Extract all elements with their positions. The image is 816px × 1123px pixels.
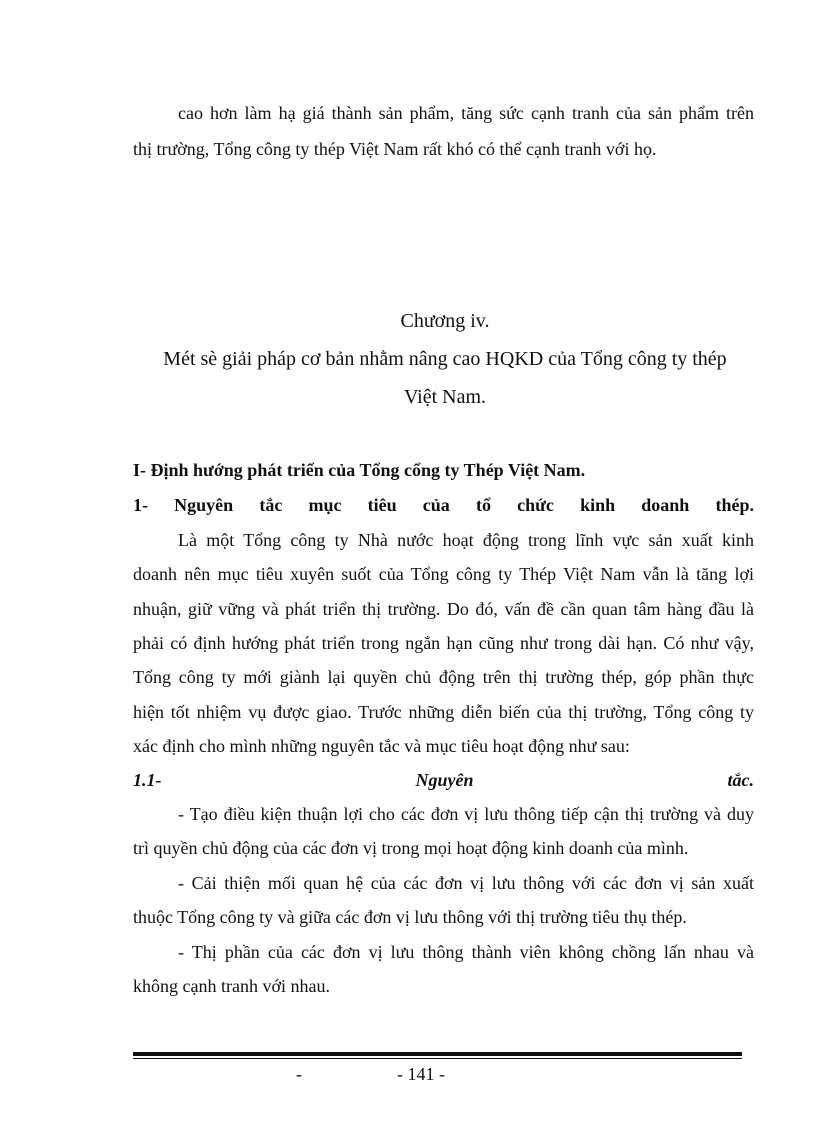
chapter-title-line: Mét sè giải pháp cơ bản nhằm nâng cao HQKD của Tổng công ty thép (163, 348, 727, 370)
bullet-line: trì quyền chủ động của các đơn vị trong mọi hoạt động kinh doanh của mình. (133, 838, 689, 858)
section-heading: I- Định hướng phát triển của Tổng cổng ty Thép Việt Nam. (133, 460, 586, 480)
paragraph-line: Tổng công ty mới giành lại quyền chủ động trên thị trường thép, góp phần thực (133, 667, 754, 687)
bullet-line: - Thị phần của các đơn vị lưu thông thành viên không chồng lấn nhau và (178, 942, 754, 962)
bullet-line: không cạnh tranh với nhau. (133, 976, 330, 996)
paragraph-line: Là một Tổng công ty Nhà nước hoạt động trong lĩnh vực sản xuất kinh (178, 530, 754, 550)
footer-dash: - (296, 1064, 302, 1084)
subsection-word: tắc. (727, 770, 754, 790)
chapter-title-line: Việt Nam. (403, 386, 487, 408)
subsection-1-1-heading (133, 768, 754, 792)
paragraph-line: cao hơn làm hạ giá thành sản phẩm, tăng sức cạnh tranh của sản phẩm trên (178, 103, 754, 123)
subsection-heading: 1- Nguyên tắc mục tiêu của tổ chức kinh doanh thép. (133, 495, 754, 515)
paragraph-line: doanh nên mục tiêu xuyên suốt của Tổng công ty Thép Việt Nam vẫn là tăng lợi (133, 564, 754, 584)
paragraph-line: hiện tốt nhiệm vụ được giao. Trước những diễn biến của thị trường, Tổng công ty (133, 702, 754, 722)
paragraph-line: xác định cho mình những nguyên tắc và mục tiêu hoạt động như sau: (133, 736, 630, 756)
bullet-line: - Cải thiện mối quan hệ của các đơn vị lưu thông với các đơn vị sản xuất (178, 873, 754, 893)
paragraph-line: phải có định hướng phát triển trong ngắn hạn cũng như trong dài hạn. Có như vậy, (133, 633, 754, 653)
page-number: - 141 - (397, 1064, 445, 1084)
chapter-label: Chương iv. (400, 310, 490, 332)
subsection-number: 1.1- (133, 770, 162, 790)
paragraph-line: thị trường, Tổng công ty thép Việt Nam rất khó có thể cạnh tranh với họ. (133, 139, 657, 159)
bullet-line: - Tạo điều kiện thuận lợi cho các đơn vị lưu thông tiếp cận thị trường và duy (178, 804, 754, 824)
paragraph-line: nhuận, giữ vững và phát triển thị trường. Do đó, vấn đề cần quan tâm hàng đầu là (133, 599, 754, 619)
bullet-line: thuộc Tổng công ty và giữa các đơn vị lưu thông với thị trường tiêu thụ thép. (133, 907, 687, 927)
footer-rule-thick (133, 1052, 742, 1056)
subsection-word: Nguyên (415, 770, 474, 790)
footer-rule-thin (133, 1058, 742, 1059)
